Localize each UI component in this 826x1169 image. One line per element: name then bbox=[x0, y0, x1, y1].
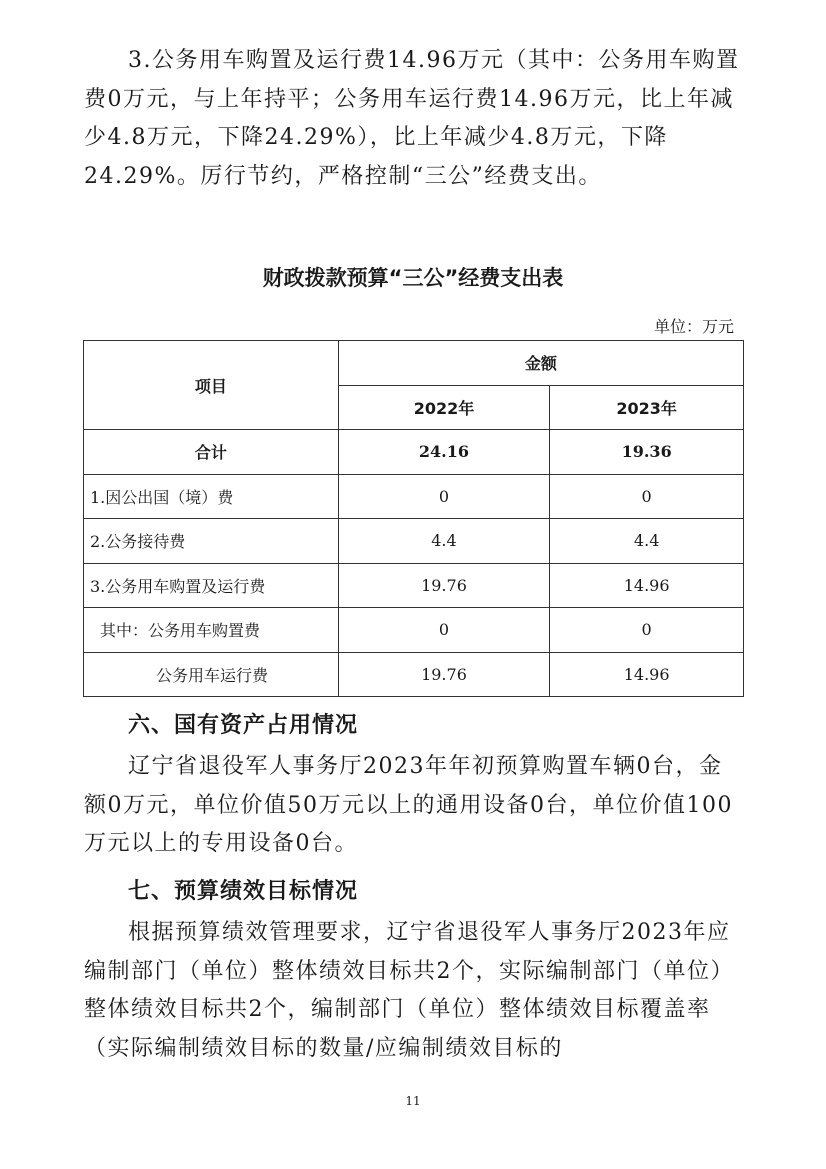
section6-text: 辽宁省退役军人事务厅2023年年初预算购置车辆0台，金额0万元，单位价值50万元以上的通用设备0台，单位价值100万元以上的专用设备0台。 bbox=[84, 754, 733, 856]
table-row bbox=[84, 652, 744, 697]
table-title: 财政拨款预算“三公”经费支出表 bbox=[262, 266, 564, 290]
row-label: 2.公务接待费 bbox=[84, 519, 339, 564]
row-value-2023: 4.4 bbox=[550, 519, 744, 564]
header-year-2022: 2022年 bbox=[338, 385, 550, 430]
row-value-2022: 0 bbox=[338, 474, 550, 519]
row-value-2022: 24.16 bbox=[338, 430, 550, 475]
row-label: 1.因公出国（境）费 bbox=[84, 474, 339, 519]
section7-text: 根据预算绩效管理要求，辽宁省退役军人事务厅2023年应编制部门（单位）整体绩效目标共2个，实际编制部门（单位）整体绩效目标共2个，编制部门（单位）整体绩效目标覆盖率（实际编制绩效目标的数量/应编制绩效目标的 bbox=[84, 920, 734, 1061]
section6-heading: 六、国有资产占用情况 bbox=[128, 713, 359, 738]
row-label: 公务用车运行费 bbox=[84, 652, 339, 697]
table-row bbox=[84, 608, 744, 653]
row-value-2022: 19.76 bbox=[338, 652, 550, 697]
row-value-2023: 14.96 bbox=[550, 563, 744, 608]
row-value-2022: 0 bbox=[338, 608, 550, 653]
row-value-2023: 14.96 bbox=[550, 652, 744, 697]
header-amount: 金额 bbox=[338, 341, 743, 386]
header-item: 项目 bbox=[84, 341, 339, 430]
row-value-2022: 4.4 bbox=[338, 519, 550, 564]
table-unit: 单位：万元 bbox=[653, 317, 734, 336]
row-label: 合计 bbox=[84, 430, 339, 475]
table-row bbox=[84, 563, 744, 608]
row-label: 3.公务用车购置及运行费 bbox=[84, 563, 339, 608]
page-number: 11 bbox=[405, 1094, 421, 1108]
row-value-2023: 19.36 bbox=[550, 430, 744, 475]
table-row bbox=[84, 474, 744, 519]
row-value-2023: 0 bbox=[550, 474, 744, 519]
table-row bbox=[84, 519, 744, 564]
table-row bbox=[84, 430, 744, 475]
row-value-2022: 19.76 bbox=[338, 563, 550, 608]
header-year-2023: 2023年 bbox=[550, 385, 744, 430]
intro-paragraph: 3.公务用车购置及运行费14.96万元（其中：公务用车购置费0万元，与上年持平；公务用车运行费14.96万元，比上年减少4.8万元，下降24.29%），比上年减少4.8万元，下降24.29%。厉行节约，严格控制“三公”经费支出。 bbox=[84, 48, 740, 189]
row-label: 其中：公务用车购置费 bbox=[84, 608, 339, 653]
row-value-2023: 0 bbox=[550, 608, 744, 653]
section7-heading: 七、预算绩效目标情况 bbox=[128, 879, 359, 904]
expense-table bbox=[83, 340, 744, 697]
